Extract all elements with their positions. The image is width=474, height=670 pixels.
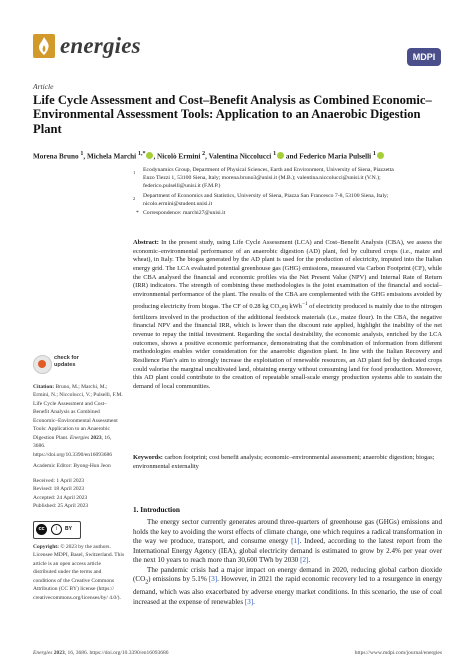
footer-year: 2023 [53,650,65,656]
citation-year: 2023 [90,434,102,441]
citation-label: Citation: [33,384,55,390]
author-name[interactable]: Michela Marchi [86,152,137,161]
citation-text: Bruno, M.; Marchi, M.; Ermini, N.; Niccolucci, V.; Pulselli, F.M. Life Cycle Assessment and Cost–Benefit Analysis as Combined Economic–Environmental Assessment Tools: Application to an Anaerobic Digestion Plant. [33,384,123,441]
author-name[interactable]: Morena Bruno [33,152,79,161]
affiliation-line: Department of Economics and Statistics, University of Siena, Piazza San Francesco 7-8, 53100 Siena, Italy; [143,193,389,199]
received-date: Received: 1 April 2023 [33,478,85,484]
affiliation-line: nicolo.ermini@student.unisi.it [143,200,213,207]
accepted-date: Accepted: 24 April 2023 [33,494,88,501]
footer-doi[interactable]: , 16, 3686. https://doi.org/10.3390/en16093686 [64,650,169,656]
copyright [33,543,125,602]
orcid-icon[interactable] [146,152,153,159]
author-conjunction: and [285,152,298,161]
paragraph [133,566,442,608]
paragraph-text: . [308,556,311,565]
article-title: Life Cycle Assessment and Cost–Benefit Analysis as Combined Economic–Environmental Assessment Tools: Application to an Anaerobic Digestion Plant [33,93,432,136]
paragraph-text: . [253,597,255,606]
subscript: 2 [145,579,149,586]
academic-editor: Academic Editor: Byong-Hun Jeon [33,463,111,469]
abstract-label: Abstract: [133,239,159,246]
copyright-label: Copyright: [33,544,59,550]
affiliation-1 [143,167,443,190]
affiliation-2 [143,193,443,209]
energies-flame-icon [33,34,55,58]
correspondence-mark: * [136,210,139,216]
author-name[interactable]: Valentina Niccolucci [208,152,272,161]
abstract-text: In the present study, using Life Cycle Assessment (LCA) and Cost–Benefit Analysis (CBA), we assess the economic–environmental performance of an anaerobic digestion (AD) plant, fed by cultured crops (i.e., maize and wheat), in Italy. The biogas generated by the AD plant is used for the production of electricity, imputed into the Italian energy grid. The LCA evaluated potential greenhouse gas (GHG) emissions, measured via Carbon Footprint (CF), while the CBA analysed the financial and economic profiles via the Net Present Value (NPV) and Internal Rate of Return (IRR) indicators. The strength of combining these methodologies is the joint examination of the financial and social–environmental performance of the plant. The results of the CBA are complemented with the GHG emissions avoided by producing electricity from biogas. The CF of 0.28 kg CO [133,239,442,310]
paragraph-text: . Indeed, according to the latest report from the International Energy Agency (IEA), global electricity demand is estimated to grow by 2.4% per year over the next 10 years to reach more than 30,600 TWh by 2030 [133,537,442,565]
author-affiliation-mark: 1 [80,151,84,157]
reference-link[interactable]: [3] [244,597,254,606]
affiliation-line: federico.pulselli@unisi.it (F.M.P.) [143,182,221,189]
abstract [133,239,442,392]
check-for-updates-button[interactable] [33,353,93,375]
mdpi-logo-text: MDPI [412,52,436,62]
paragraph [133,518,442,566]
author-affiliation-mark: 1,* [137,151,146,157]
abstract-text: of electricity produced is mainly due to the nitrogen fertilizers involved in the production of the additional feedstock materials (i.e., maize flour). In the CBA, the negative financial NPV and the financial IRR, which is lower than the discount rate applied, highlight the inability of the net revenue to repay the initial investment. Regarding the social desirability, the economic analysis, enriched by the LCA outcomes, shows a positive economic performance, demonstrating that the combination of information from different methodologies enables wider consideration for the anaerobic digestion plant. In line with the Italian Recovery and Resilience Plan’s aim to strongly increase the exploitation of renewable resources, an AD plant fed by dedicated crops could valorise the marginal uncultivated land, obtaining energy without consuming land for food production. Moreover, this AD plant could contribute to the creation of repeatable small-scale energy production systems able to sustain the demand of local communities. [133,302,442,390]
abstract-superscript: −1 [301,300,308,307]
author-list: Morena Bruno $^1$, Michela Marchi $^{1,*}$ , Nicolò Ermini $^2$, Valentina Niccolucci $^1$ and Federico Maria Pulselli $^1$ [33,151,453,160]
article-type: Article [33,82,54,91]
check-updates-icon [33,355,52,374]
abstract-subscript: 2 [279,306,282,312]
paragraph-text: The energy sector currently generates around three-quarters of greenhouse gas (GHGs) emissions and holds the key to avoiding the worst effects of climate change, one which requires a radical transformation in the way we produce, transport, and consume energy [133,518,442,546]
paragraph-text: The pandemic crisis had a major impact on energy demand in 2020, reducing global carbon dioxide (CO [133,565,442,584]
paragraph-text: ) emissions by 5.1% [148,575,209,584]
orcid-icon[interactable] [277,152,284,159]
abstract-text: eq kWh [281,302,302,310]
citation-doi[interactable]: , 16, 3686. https://doi.org/10.3390/en16093686 [33,434,113,458]
introduction-body [133,518,442,607]
revised-date: Revised: 18 April 2023 [33,486,85,493]
reference-link[interactable]: [1] [291,537,300,546]
footer-citation [33,650,169,656]
cc-by-license-badge[interactable] [33,521,81,539]
reference-link[interactable]: [2] [300,556,309,565]
keywords [133,454,442,471]
citation-journal: Energies [69,434,90,441]
author-affiliation-mark: 1 [273,151,277,157]
keywords-label: Keywords: [133,454,163,461]
footer-journal: Energies [33,650,53,656]
article-dates [33,477,123,511]
affiliation-number: 1 [133,170,136,175]
footer-journal-url[interactable]: https://www.mdpi.com/journal/energies [354,650,442,656]
author-name[interactable]: Nicolò Ermini [157,152,201,161]
journal-name: energies [60,33,141,58]
citation [33,383,123,459]
published-date: Published: 25 April 2023 [33,503,89,510]
license-badge-label: BY [65,526,72,532]
affiliation-number: 2 [133,196,136,201]
keywords-text: carbon footprint; cost benefit analysis; economic–environmental assessment; anaerobic digestion; biogas; environmental externality [133,454,435,470]
section-heading: 1. Introduction [133,505,180,514]
author-name[interactable]: Federico Maria Pulselli [299,152,372,161]
paragraph-text: . However, in 2021 the rapid economic recovery led to a resurgence in energy demand, which was also exacerbated by adverse energy market conditions. In this scenario, the use of coal increased at the expense of renewables [133,575,442,606]
creative-commons-icon: cc [36,524,47,535]
copyright-text: © 2023 by the authors. Licensee MDPI, Basel, Switzerland. This article is an open access article distributed under the terms and conditions of the Creative Commons Attribution (CC BY) license (https:// creativecommons.org/licenses/by/ 4.0/). [33,544,125,601]
check-updates-label: check for [54,355,79,361]
orcid-icon[interactable] [377,152,384,159]
author-affiliation-mark: 2 [202,151,206,157]
affiliation-line: Ecodynamics Group, Department of Physical Sciences, Earth and Environment, University of Siena, Piazzetta [143,167,394,173]
author-affiliation-mark: 1 [372,151,376,157]
mdpi-logo [407,48,441,66]
affiliation-line: Enzo Tiezzi 1, 53100 Siena, Italy; morena.bruno3@unisi.it (M.B.); valentina.niccolucci@unisi.it (V.N.); [143,174,381,181]
check-updates-label: updates [54,362,76,368]
correspondence: Correspondence: marchi27@unisi.it [143,210,226,216]
reference-link[interactable]: [3] [208,575,218,584]
attribution-person-icon: i [51,524,62,535]
